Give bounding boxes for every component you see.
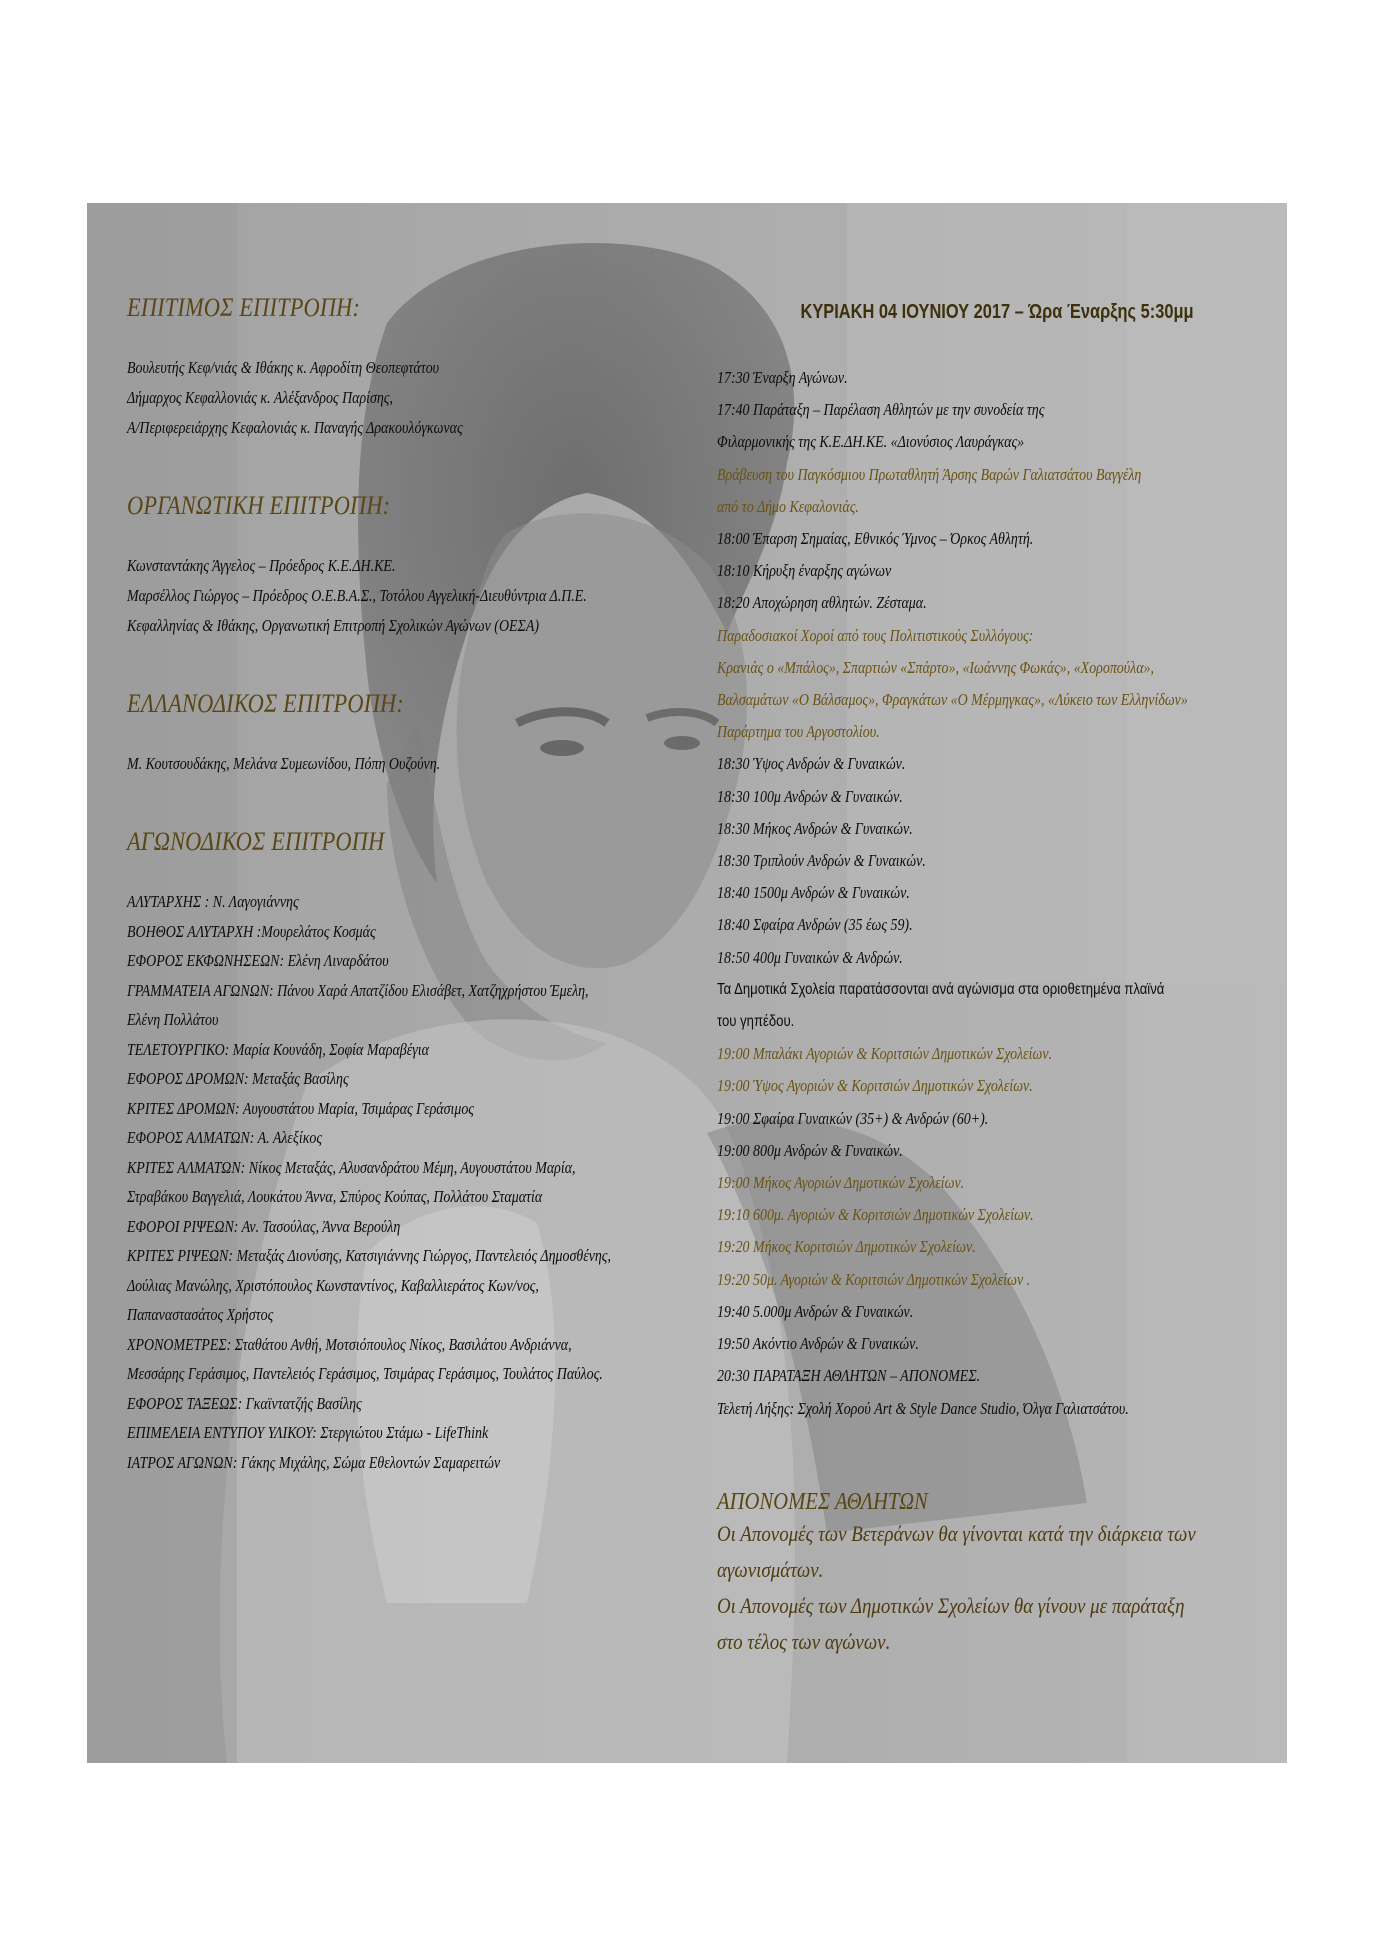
day-title: ΚΥΡΙΑΚΗ 04 ΙΟΥΝΙΟΥ 2017 – Ώρα Έναρξης 5:30μμ [800,301,1194,323]
text-line: ΚΡΙΤΕΣ ΑΛΜΑΤΩΝ: Νίκος Μεταξάς, Αλυσανδράτου Μέμη, Αυγουστάτου Μαρία, [127,1157,576,1177]
text-line: ΧΡΟΝΟΜΕΤΡΕΣ: Σταθάτου Ανθή, Μοτσιόπουλος Νίκος, Βασιλάτου Ανδριάννα, [127,1334,572,1354]
hellanodikes-heading: ΕΛΛΑΝΟΔΙΚΟΣ ΕΠΙΤΡΟΠΗ: [127,689,404,718]
schedule-item: 18:20 Αποχώρηση αθλητών. Ζέσταμα. [717,593,927,613]
schedule-item: Τελετή Λήξης: Σχολή Χορού Art & Style Dance Studio, Όλγα Γαλιατσάτου. [717,1398,1129,1418]
organizing-lines [127,551,697,641]
schedule-item: 19:00 800μ Ανδρών & Γυναικών. [717,1140,903,1160]
text-line: Μαρσέλλος Γιώργος – Πρόεδρος Ο.Ε.Β.Α.Σ., Τοτόλου Αγγελική-Διευθύντρια Δ.Π.Ε. [127,586,587,605]
text-line: ΚΡΙΤΕΣ ΔΡΟΜΩΝ: Αυγουστάτου Μαρία, Τσιμάρας Γεράσιμος [127,1098,474,1118]
hellanodikes-committee [127,689,697,779]
schedule-item: 19:00 Μήκος Αγοριών Δημοτικών Σχολείων. [717,1173,965,1193]
schedule-item: 19:00 Μπαλάκι Αγοριών & Κοριτσιών Δημοτικών Σχολείων. [717,1044,1053,1064]
schedule-item: 17:30 Έναρξη Αγώνων. [717,368,848,387]
schedule-item: 19:20 50μ. Αγοριών & Κοριτσιών Δημοτικών Σχολείων . [717,1269,1031,1289]
text-line: Βουλευτής Κεφ/νιάς & Ιθάκης κ. Αφροδίτη Θεοπεφτάτου [127,358,440,377]
agonodikes-lines [127,887,697,1477]
text-line: Α/Περιφερειάρχης Κεφαλονιάς κ. Παναγής Δρακουλόγκωνας [127,418,463,437]
text-line: ΒΟΗΘΟΣ ΑΛΥΤΑΡΧΗ :Μουρελάτος Κοσμάς [127,921,376,941]
schedule-item: 19:00 Σφαίρα Γυναικών (35+) & Ανδρών (60+). [717,1108,989,1128]
text-line: ΤΕΛΕΤΟΥΡΓΙΚΟ: Μαρία Κουνάδη, Σοφία Μαραβέγια [127,1039,429,1059]
schedule-item: 18:10 Κήρυξη έναρξης αγώνων [717,561,892,581]
awards-text [717,1516,1276,1660]
schedule-item: Βαλσαμάτων «Ο Βάλσαμος», Φραγκάτων «Ο Μέρμηγκας», «Λύκειο των Ελληνίδων» [717,690,1188,710]
organizing-heading: ΟΡΓΑΝΩΤΙΚΗ ΕΠΙΤΡΟΠΗ: [127,491,391,520]
text-line: Στραβάκου Βαγγελιά, Λουκάτου Άννα, Σπύρος Κούπας, Πολλάτου Σταματία [127,1187,543,1206]
honorary-heading: ΕΠΙΤΙΜΟΣ ΕΠΙΤΡΟΠΗ: [127,293,361,322]
text-line: ΕΦΟΡΟΣ ΕΚΦΩΝΗΣΕΩΝ: Ελένη Λιναρδάτου [127,951,389,970]
agonodikes-committee [127,827,697,1477]
text-line: ΕΦΟΡΟΣ ΑΛΜΑΤΩΝ: Α. Αλεξίκος [127,1128,323,1147]
text-line: ΕΦΟΡΟΣ ΤΑΞΕΩΣ: Γκαϊντατζής Βασίλης [127,1393,362,1413]
text-line: Δούλιας Μανώλης, Χριστόπουλος Κωνσταντίνος, Καβαλλιεράτος Κων/νος, [127,1275,539,1295]
schedule-item: Παραδοσιακοί Χοροί από τους Πολιτιστικούς Συλλόγους: [717,625,1034,645]
text-line: ΓΡΑΜΜΑΤΕΙΑ ΑΓΩΝΩΝ: Πάνου Χαρά Απατζίδου Ελισάβετ, Χατζηχρήστου Έμελη, [127,980,589,1000]
schedule-item: 19:10 600μ. Αγοριών & Κοριτσιών Δημοτικών Σχολείων. [717,1205,1034,1225]
schedule-item: από το Δήμο Κεφαλονιάς. [717,496,859,516]
organizing-committee [127,491,697,641]
awards-line: αγωνισμάτων. [717,1556,824,1582]
honorary-lines [127,353,697,443]
program-sheet [87,203,1287,1763]
schedule-item: 18:30 Τριπλούν Ανδρών & Γυναικών. [717,851,926,871]
schedule-item: 18:30 100μ Ανδρών & Γυναικών. [717,786,903,806]
schedule-item: Κρανιάς ο «Μπάλος», Σπαρτιών «Σπάρτο», «Ιωάννης Φωκάς», «Χοροπούλα», [717,657,1154,677]
awards-heading: ΑΠΟΝΟΜΕΣ ΑΘΛΗΤΩΝ [717,1488,928,1515]
schedule-list [717,362,1277,1425]
schedule-item: 17:40 Παράταξη – Παρέλαση Αθλητών με την συνοδεία της [717,400,1045,420]
left-column [127,293,697,1525]
schedule-item: Παράρτημα του Αργοστολίου. [717,722,880,742]
schedule-item: 18:00 Έπαρση Σημαίας, Εθνικός Ύμνος – Όρκος Αθλητή. [717,529,1034,549]
hellanodikes-lines [127,749,697,779]
awards-line: Οι Απονομές των Βετεράνων θα γίνονται κατά την διάρκεια των [717,1520,1196,1546]
text-line: ΚΡΙΤΕΣ ΡΙΨΕΩΝ: Μεταξάς Διονύσης, Κατσιγιάννης Γιώργος, Παντελειός Δημοσθένης, [127,1246,611,1265]
text-line: ΕΠΙΜΕΛΕΙΑ ΕΝΤΥΠΟΥ ΥΛΙΚΟΥ: Στεργιώτου Στάμω - LifeThink [127,1423,489,1442]
schedule-item: Βράβευση του Παγκόσμιου Πρωταθλητή Άρσης Βαρών Γαλιατσάτου Βαγγέλη [717,464,1142,484]
schedule-item: 18:50 400μ Γυναικών & Ανδρών. [717,947,903,967]
schedule-item: 18:30 Μήκος Ανδρών & Γυναικών. [717,818,913,838]
schedule-item: Φιλαρμονικής της Κ.Ε.ΔΗ.ΚΕ. «Διονύσιος Λαυράγκας» [717,432,1025,452]
text-line: ΙΑΤΡΟΣ ΑΓΩΝΩΝ: Γάκης Μιχάλης, Σώμα Εθελοντών Σαμαρειτών [127,1452,501,1472]
honorary-committee [127,293,697,443]
text-line: ΕΦΟΡΟΣ ΔΡΟΜΩΝ: Μεταξάς Βασίλης [127,1069,349,1088]
schedule-item: Τα Δημοτικά Σχολεία παρατάσσονται ανά αγώνισμα στα οριοθετημένα πλαϊνά [717,980,1165,998]
right-column [717,293,1277,1660]
text-line: Ελένη Πολλάτου [127,1010,219,1029]
text-line: Μ. Κουτσουδάκης, Μελάνα Συμεωνίδου, Πόπη Ουζούνη. [127,754,441,773]
schedule-item: 19:20 Μήκος Κοριτσιών Δημοτικών Σχολείων. [717,1237,976,1257]
schedule-item: 19:00 Ύψος Αγοριών & Κοριτσιών Δημοτικών Σχολείων. [717,1076,1033,1096]
text-line: Κεφαλληνίας & Ιθάκης, Οργανωτική Επιτροπή Σχολικών Αγώνων (ΟΕΣΑ) [127,616,539,635]
agonodikes-heading: ΑΓΩΝΟΔΙΚΟΣ ΕΠΙΤΡΟΠΗ [127,827,385,856]
text-line: Κωνσταντάκης Άγγελος – Πρόεδρος Κ.Ε.ΔΗ.ΚΕ. [127,556,396,575]
text-line: Παπαναστασάτος Χρήστος [127,1305,274,1324]
text-line: Μεσσάρης Γεράσιμος, Παντελειός Γεράσιμος, Τσιμάρας Γεράσιμος, Τουλάτος Παύλος. [127,1364,603,1383]
schedule-item: 19:50 Ακόντιο Ανδρών & Γυναικών. [717,1334,919,1354]
text-line: ΕΦΟΡΟΙ ΡΙΨΕΩΝ: Αν. Τασούλας, Άννα Βερούλη [127,1216,401,1236]
awards-line: Οι Απονομές των Δημοτικών Σχολείων θα γίνουν με παράταξη [717,1592,1185,1618]
text-line: ΑΛΥΤΑΡΧΗΣ : Ν. Λαγογιάννης [127,892,299,911]
schedule-item: 18:40 Σφαίρα Ανδρών (35 έως 59). [717,915,913,935]
text-line: Δήμαρχος Κεφαλλονιάς κ. Αλέξανδρος Παρίσης, [127,388,393,407]
schedule-item: 18:40 1500μ Ανδρών & Γυναικών. [717,883,910,903]
awards-line: στο τέλος των αγώνων. [717,1628,891,1654]
schedule-item: του γηπέδου. [717,1013,795,1031]
schedule-item: 20:30 ΠΑΡΑΤΑΞΗ ΑΘΛΗΤΩΝ – ΑΠΟΝΟΜΕΣ. [717,1366,981,1386]
schedule-item: 19:40 5.000μ Ανδρών & Γυναικών. [717,1301,914,1321]
schedule-item: 18:30 Ύψος Ανδρών & Γυναικών. [717,754,906,774]
